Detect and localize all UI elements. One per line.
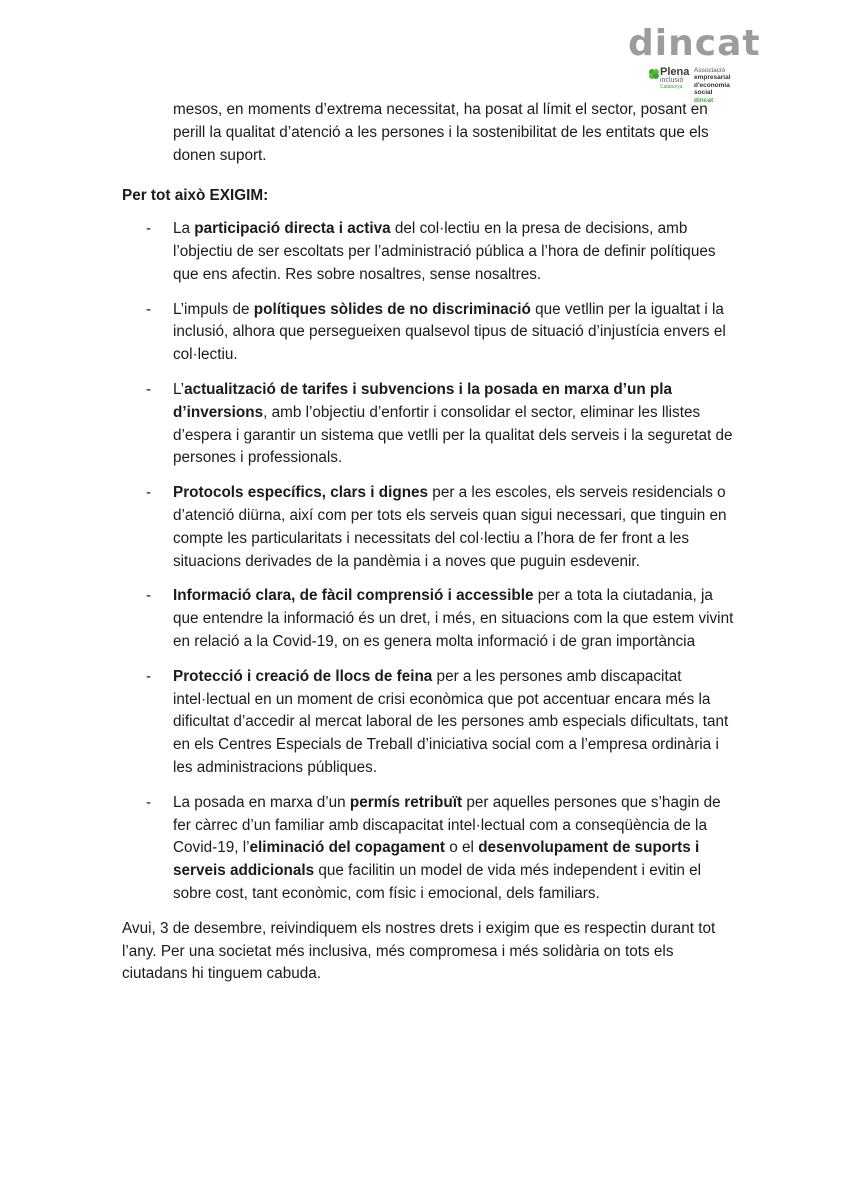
item-text: per a les persones amb discapacitat intel·lectual en un moment de crisi econòmica que pot accentuar encara més la dificultat d’accedir al mercat laboral de les persones amb especials dificultats, tant en els Centres Especials de Treball d’iniciativa social com a l’empresa ordinària i les administracions públiques. <box>173 667 729 776</box>
list-item <box>122 585 742 653</box>
item-text: del col·lectiu en la presa de decisions, amb l’objectiu de ser escoltats per l’administració pública a l’hora de definir polítiques que ens afectin. Res sobre nosaltres, sense nosaltres. <box>173 220 716 283</box>
plena-subtitle: inclusió <box>660 77 684 84</box>
continuation-paragraph: mesos, en moments d’extrema necessitat, ha posat al límit el sector, posant en perill la qualitat d’atenció a les persones i la sostenibilitat de les entitats que els donen suport. <box>173 101 709 164</box>
item-text: La posada en marxa d’un <box>173 793 350 811</box>
document-body <box>122 96 742 986</box>
item-bold: polítiques sòlides de no discriminació <box>253 300 531 318</box>
item-text: per aquelles persones que s’hagin de fer càrrec d’un familiar amb discapacitat intel·lectual com a conseqüència de la Covid-19, l’ <box>173 793 721 857</box>
dash-bullet: - <box>146 380 152 398</box>
logo-wordmark: dincat <box>628 23 761 64</box>
list-item <box>122 792 742 906</box>
dash-bullet: - <box>146 484 152 502</box>
item-text: per a tota la ciutadania, ja que entendre la informació és un dret, i més, en situacions com la que estem vivint en relació a la Covid-19, on es genera molta informació i de gran importància <box>173 587 734 650</box>
assoc-line: d'economia <box>694 81 730 89</box>
dash-bullet: - <box>146 667 152 685</box>
item-bold: actualització de tarifes i subvencions i la posada en marxa d’un pla d’inversions <box>173 380 673 421</box>
item-text: que vetllin per la igualtat i la inclusió, alhora que persegueixen qualsevol tipus de situació d’injustícia envers el col·lectiu. <box>173 300 726 364</box>
list-item <box>122 299 742 367</box>
item-text: o el <box>445 839 479 857</box>
item-text: L’ <box>173 380 185 398</box>
closing-paragraph: Avui, 3 de desembre, reivindiquem els nostres drets i exigim que es respectin durant tot l’any. Per una societat més inclusiva, més compromesa i més solidària on tots els ciutadans hi tinguem cabuda. <box>122 919 716 983</box>
item-text: La <box>173 220 195 238</box>
assoc-line: dincat <box>694 96 714 104</box>
plena-region: Catalunya <box>660 84 683 90</box>
list-item <box>122 666 742 780</box>
list-item <box>122 482 742 573</box>
demands-heading: Per tot això EXIGIM: <box>122 187 269 205</box>
list-item <box>122 379 742 470</box>
plena-inclusio-logo <box>648 66 690 94</box>
leaf-icon <box>648 68 660 80</box>
demands-list <box>122 218 742 906</box>
item-bold: participació directa i activa <box>194 220 391 238</box>
item-bold: desenvolupament de suports i serveis addicionals <box>173 839 700 880</box>
item-text: que facilitin un model de vida més independent i evitin el sobre cost, tant econòmic, com físic i emocional, dels familiars. <box>173 862 702 902</box>
item-bold: Protocols específics, clars i dignes <box>173 484 429 502</box>
list-item <box>122 218 742 286</box>
item-text: , amb l’objectiu d’enfortir i consolidar el sector, eliminar les llistes d’espera i garantir un sistema que vetlli per la qualitat dels serveis i la seguretat de persones i professionals. <box>173 403 733 467</box>
item-text: per a les escoles, els serveis residencials o d’atenció diürna, així com per tots els serveis quan sigui necessari, que tinguin en compte les particularitats i necessitats del col·lectiu a l’hora de fer front a les situacions derivades de la pandèmia i a noves que puguin esdevenir. <box>173 484 727 570</box>
item-bold: Protecció i creació de llocs de feina <box>173 667 433 685</box>
assoc-line: Associació <box>694 67 726 74</box>
item-bold: Informació clara, de fàcil comprensió i accessible <box>173 587 534 605</box>
dash-bullet: - <box>146 220 152 238</box>
dash-bullet: - <box>146 587 152 605</box>
item-bold: eliminació del copagament <box>249 839 446 857</box>
plena-name: Plena <box>660 66 690 78</box>
assoc-line: empresarial <box>694 74 731 82</box>
dash-bullet: - <box>146 300 152 318</box>
item-bold: permís retribuït <box>349 793 463 811</box>
assoc-line: social <box>694 89 713 97</box>
dash-bullet: - <box>146 793 152 811</box>
dincat-logo <box>624 22 761 104</box>
item-text: L’impuls de <box>173 300 254 318</box>
